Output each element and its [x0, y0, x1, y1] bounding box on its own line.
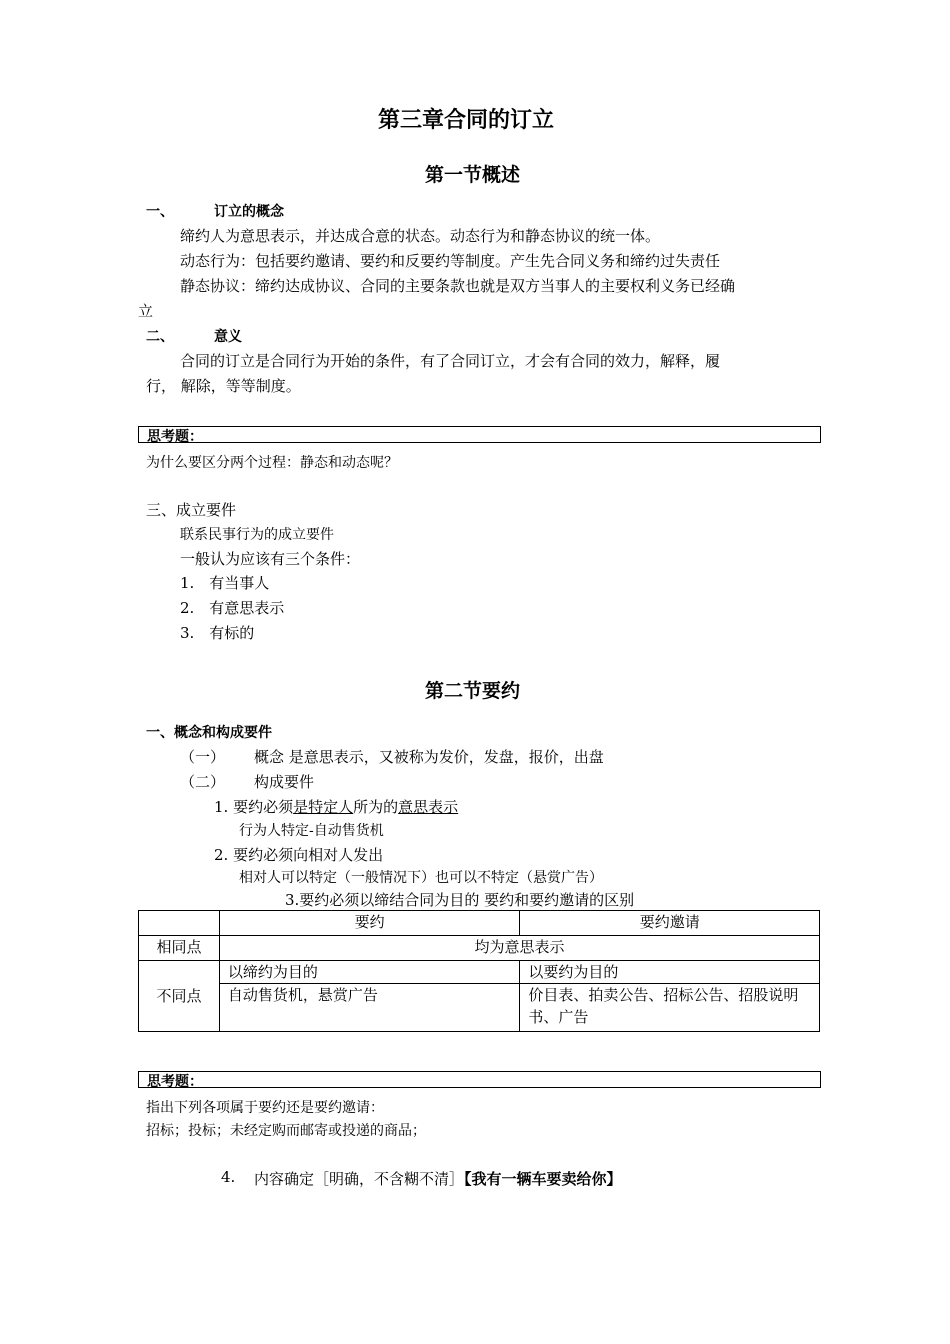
s1-p2-line-1: 合同的订立是合同行为开始的条件，有了合同订立，才会有合同的效力，解释，履	[180, 352, 721, 370]
think-label-2: 思考题：	[147, 1074, 203, 1090]
req-1-note: 行为人特定-自动售货机	[239, 823, 384, 839]
diff-invitation-examples: 价目表、拍卖公告、招标公告、招股说明书、广告	[520, 984, 820, 1032]
req-1-mid: 所为的	[353, 798, 399, 816]
s1-p3-line-1: 联系民事行为的成立要件	[180, 527, 334, 543]
diff-invitation-purpose: 以要约为目的	[520, 961, 820, 984]
same-value: 均为意思表示	[219, 936, 819, 961]
req-1	[214, 796, 458, 817]
table-header-row	[139, 911, 820, 936]
table-row-same	[139, 936, 820, 961]
s2-sub1-text: 概念 是意思表示，又被称为发价，发盘，报价，出盘	[254, 748, 604, 766]
row-label-same: 相同点	[139, 936, 220, 961]
diff-offer-purpose: 以缔约为目的	[219, 961, 520, 984]
think-text-2-line-1: 指出下列各项属于要约还是要约邀请：	[146, 1100, 384, 1116]
s1-p2-line-2: 行， 解除，等等制度。	[146, 377, 301, 395]
req-2: 2. 要约必须向相对人发出	[214, 846, 384, 864]
think-text-2-line-2: 招标；投标；未经定购而邮寄或投递的商品；	[146, 1123, 426, 1139]
s1-p3-heading: 三、成立要件	[146, 501, 237, 519]
req-4-text: 内容确定［明确，不含糊不清］	[254, 1170, 465, 1188]
s1-p1-heading: 订立的概念	[214, 204, 284, 220]
s1-line-1: 缔约人为意思表示，并达成合意的状态。动态行为和静态协议的统一体。	[180, 227, 661, 245]
table-row-diff-1	[139, 961, 820, 984]
section2-title: 第二节要约	[425, 680, 521, 702]
req-1-underline-1: 是特定人	[293, 798, 354, 816]
diff-offer-examples: 自动售货机，悬赏广告	[219, 984, 520, 1032]
row-label-diff: 不同点	[139, 961, 220, 1032]
chapter-title: 第三章合同的订立	[378, 108, 555, 133]
table-header-invitation: 要约邀请	[520, 911, 820, 936]
s1-p3-item-1: 1. 有当事人	[180, 574, 270, 592]
req-4	[254, 1168, 622, 1189]
table-header-empty	[139, 911, 220, 936]
s1-p3-item-2: 2. 有意思表示	[180, 599, 285, 617]
s1-line-3: 静态协议：缔约达成协议、合同的主要条款也就是双方当事人的主要权利义务已经确	[180, 277, 736, 295]
think-text-1: 为什么要区分两个过程：静态和动态呢？	[146, 455, 398, 471]
s1-p2-num: 二、	[146, 329, 174, 345]
comparison-table	[138, 910, 820, 1032]
s2-p1-heading: 一、概念和构成要件	[146, 725, 272, 741]
s2-sub2-text: 构成要件	[254, 773, 315, 791]
s1-p2-heading: 意义	[214, 329, 242, 345]
table-header-offer: 要约	[219, 911, 520, 936]
s2-sub2-num: （二）	[180, 773, 226, 791]
s1-p3-item-3: 3. 有标的	[180, 624, 255, 642]
req-1-pre: 1. 要约必须	[214, 798, 294, 816]
req-4-num: 4.	[221, 1168, 236, 1186]
s1-line-2: 动态行为：包括要约邀请、要约和反要约等制度。产生先合同义务和缔约过失责任	[180, 252, 721, 270]
req-4-bold: 【我有一辆车要卖给你】	[464, 1170, 622, 1188]
s1-p3-line-2: 一般认为应该有三个条件：	[180, 550, 361, 568]
think-box-1	[138, 426, 821, 443]
table-row-diff-2	[139, 984, 820, 1032]
think-label-1: 思考题：	[147, 429, 203, 445]
s2-sub1-num: （一）	[180, 748, 226, 766]
section1-title: 第一节概述	[425, 164, 521, 186]
req-3: 3.要约必须以缔结合同为目的 要约和要约邀请的区别	[285, 891, 635, 909]
s1-p1-num: 一、	[146, 204, 174, 220]
s1-line-4: 立	[138, 302, 154, 320]
req-1-underline-2: 意思表示	[398, 798, 459, 816]
think-box-2	[138, 1071, 821, 1088]
req-2-note: 相对人可以特定（一般情况下）也可以不特定（悬赏广告）	[239, 870, 603, 886]
